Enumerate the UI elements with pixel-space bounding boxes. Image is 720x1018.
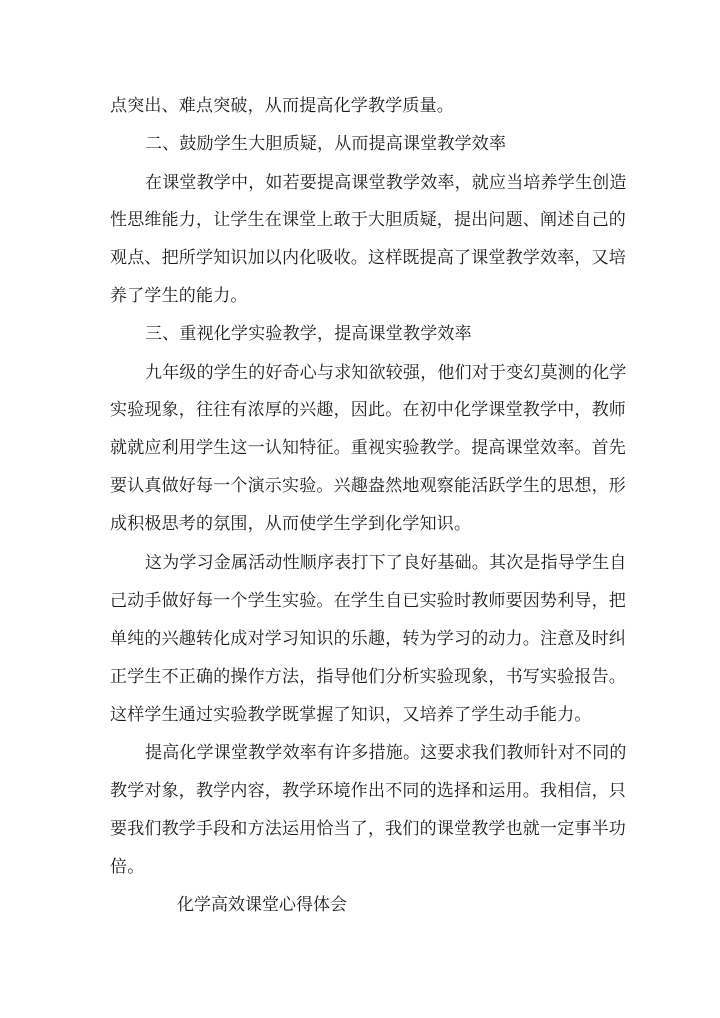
text-line: 这为学习金属活动性顺序表打下了良好基础。其次是指导学生自 — [145, 553, 627, 573]
text-line: 九年级的学生的好奇心与求知欲较强，他们对于变幻莫测的化学 — [145, 363, 627, 383]
text-line: 要我们教学手段和方法运用恰当了，我们的课堂教学也就一定事半功 — [110, 819, 626, 839]
text-line: 要认真做好每一个演示实验。兴趣盎然地观察能活跃学生的思想，形 — [110, 476, 626, 496]
text-line: 倍。 — [110, 857, 145, 877]
text-line: 己动手做好每一个学生实验。在学生自已实验时教师要因势利导，把 — [110, 591, 626, 611]
text-line: 性思维能力，让学生在课堂上敢于大胆质疑，提出问题、阐述自己的 — [110, 210, 626, 230]
text-line: 点突出、难点突破，从而提高化学教学质量。 — [110, 96, 454, 116]
text-line: 提高化学课堂教学效率有许多措施。这要求我们教师针对不同的 — [145, 743, 627, 763]
text-line: 在课堂教学中，如若要提高课堂教学效率，就应当培养学生创造 — [145, 173, 627, 193]
text-line: 观点、把所学知识加以内化吸收。这样既提高了课堂教学效率，又培 — [110, 248, 626, 268]
text-line: 成积极思考的氛围，从而使学生学到化学知识。 — [110, 514, 472, 534]
text-line: 单纯的兴趣转化成对学习知识的乐趣，转为学习的动力。注意及时纠 — [110, 629, 626, 649]
text-line: 实验现象，往往有浓厚的兴趣，因此。在初中化学课堂教学中，教师 — [110, 400, 626, 420]
text-line: 养了学生的能力。 — [110, 286, 248, 306]
section-heading: 二、鼓励学生大胆质疑，从而提高课堂教学效率 — [145, 134, 507, 154]
text-line: 这样学生通过实验教学既掌握了知识，又培养了学生动手能力。 — [110, 705, 592, 725]
next-article-title: 化学高效课堂心得体会 — [177, 895, 347, 915]
text-line: 正学生不正确的操作方法，指导他们分析实验现象，书写实验报告。 — [110, 667, 626, 687]
text-line: 教学对象，教学内容，教学环境作出不同的选择和运用。我相信，只 — [110, 781, 626, 801]
section-heading: 三、重视化学实验教学，提高课堂教学效率 — [145, 324, 472, 344]
text-line: 就就应利用学生这一认知特征。重视实验教学。提高课堂效率。首先 — [110, 438, 626, 458]
